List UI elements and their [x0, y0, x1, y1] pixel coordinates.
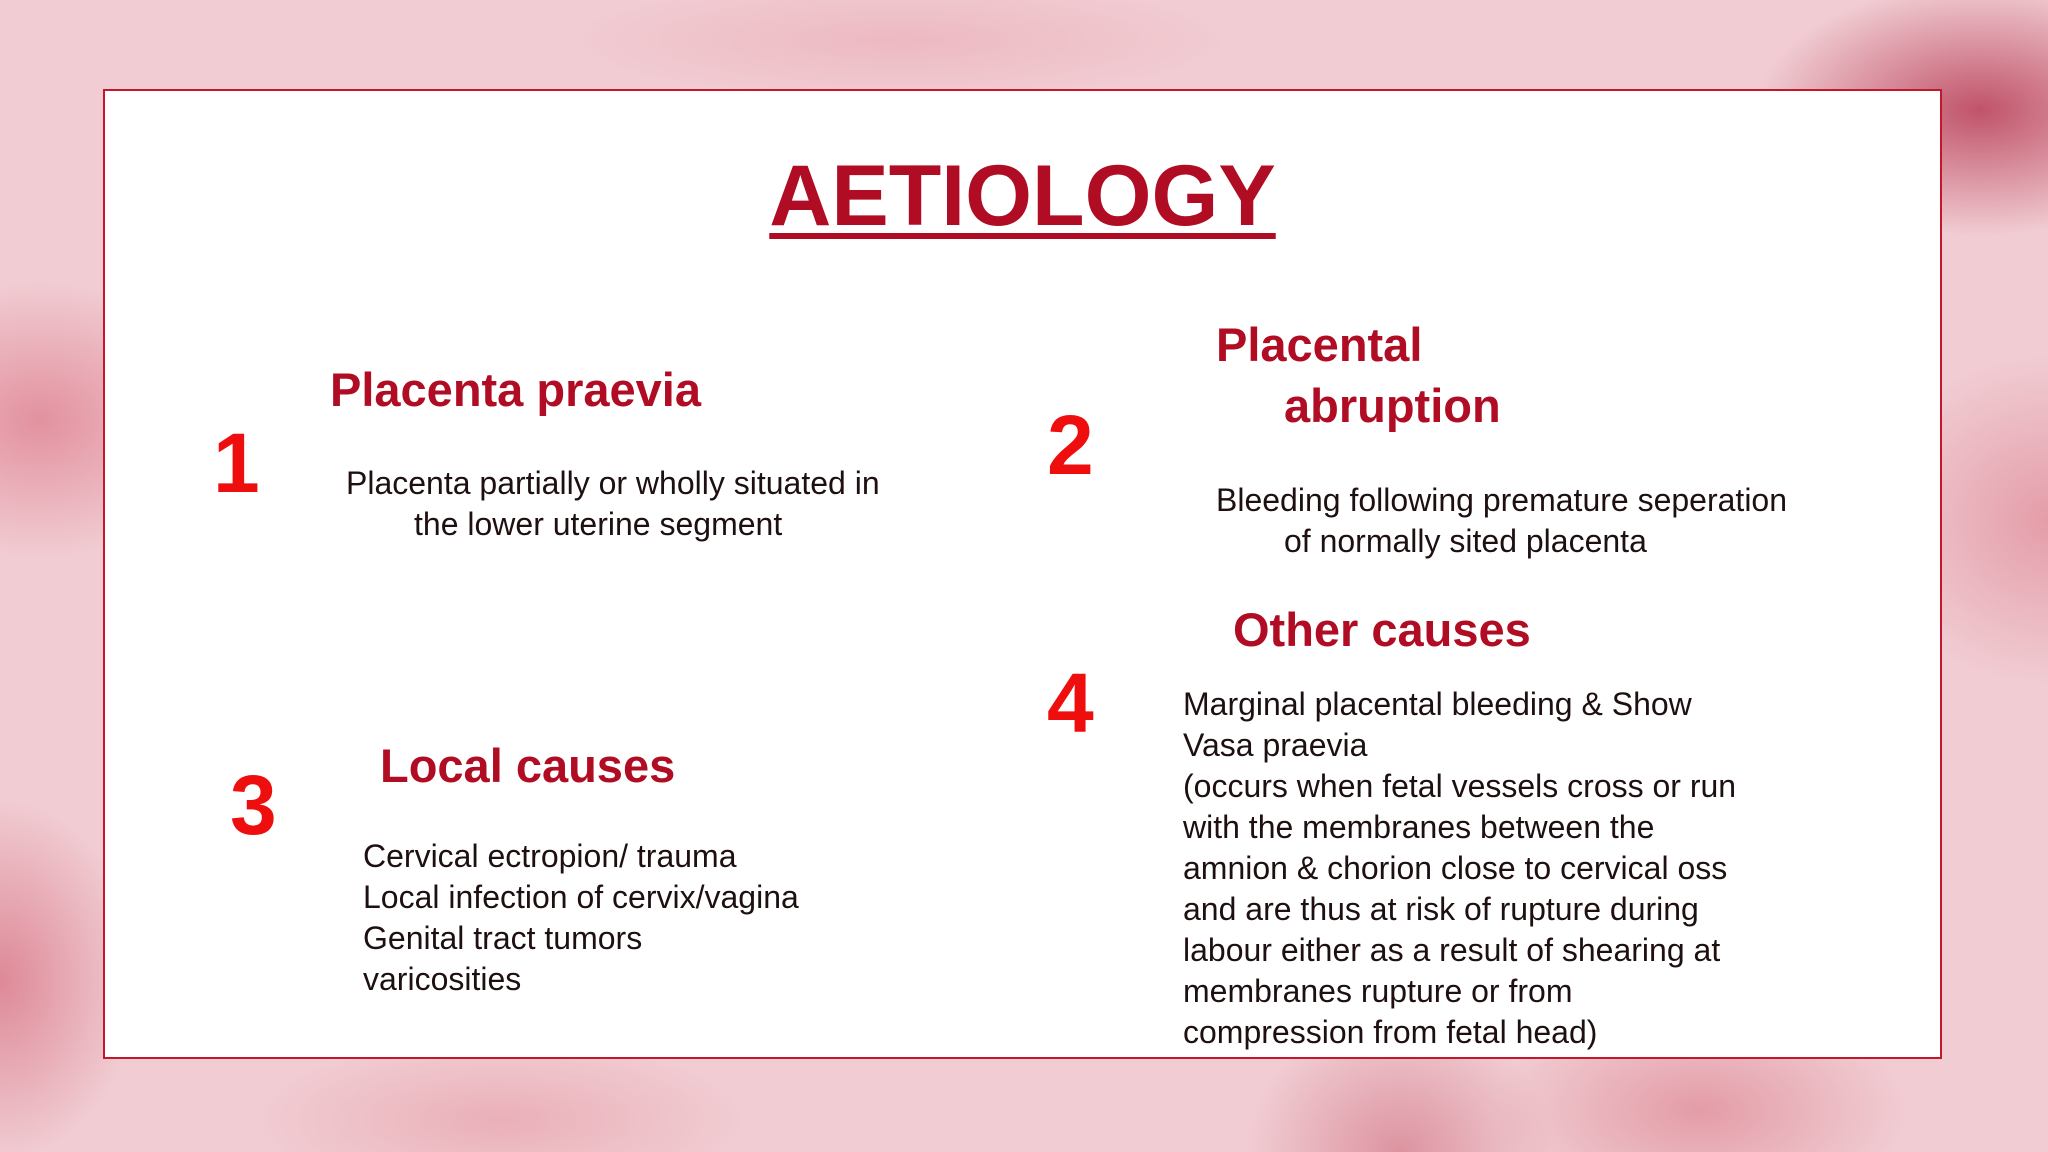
- item-4-line: compression from fetal head): [1183, 1014, 1598, 1050]
- item-4-line: amnion & chorion close to cervical oss: [1183, 850, 1728, 886]
- item-4-line: Marginal placental bleeding & Show: [1183, 686, 1692, 722]
- item-2-line: of normally sited placenta: [1284, 523, 1647, 559]
- item-1-number: 1: [213, 416, 260, 510]
- item-1-heading: Placenta praevia: [330, 363, 701, 416]
- item-3-line: Local infection of cervix/vagina: [363, 879, 799, 915]
- item-2-description: [1216, 480, 1787, 562]
- item-2-number: 2: [1047, 398, 1094, 492]
- item-4-line: (occurs when fetal vessels cross or run: [1183, 768, 1737, 804]
- item-4-line: with the membranes between the: [1183, 809, 1655, 845]
- slide-card: [103, 89, 1942, 1059]
- item-2-heading-line: Placental: [1216, 318, 1423, 371]
- item-3-line: Genital tract tumors: [363, 920, 643, 956]
- item-3-number: 3: [230, 758, 277, 852]
- item-4-heading: Other causes: [1233, 603, 1531, 656]
- item-4-line: and are thus at risk of rupture during: [1183, 891, 1699, 927]
- item-2-heading: [1216, 314, 1501, 436]
- item-1-line: the lower uterine segment: [414, 506, 783, 542]
- item-3-heading: Local causes: [380, 739, 676, 792]
- item-4-line: labour either as a result of shearing at: [1183, 932, 1721, 968]
- item-3-line: Cervical ectropion/ trauma: [363, 838, 737, 874]
- item-3-description: [363, 836, 799, 1000]
- slide-title-text: AETIOLOGY: [769, 148, 1276, 244]
- item-4-description: [1183, 684, 1736, 1053]
- item-4-line: Vasa praevia: [1183, 727, 1368, 763]
- item-1-description: [346, 463, 880, 545]
- slide-title: [105, 147, 1940, 246]
- item-1-line: Placenta partially or wholly situated in: [346, 465, 880, 501]
- item-4-number: 4: [1047, 656, 1094, 750]
- item-2-heading-line: abruption: [1284, 379, 1501, 433]
- item-4-line: membranes rupture or from: [1183, 973, 1573, 1009]
- item-2-line: Bleeding following premature seperation: [1216, 482, 1788, 518]
- item-3-line: varicosities: [363, 961, 522, 997]
